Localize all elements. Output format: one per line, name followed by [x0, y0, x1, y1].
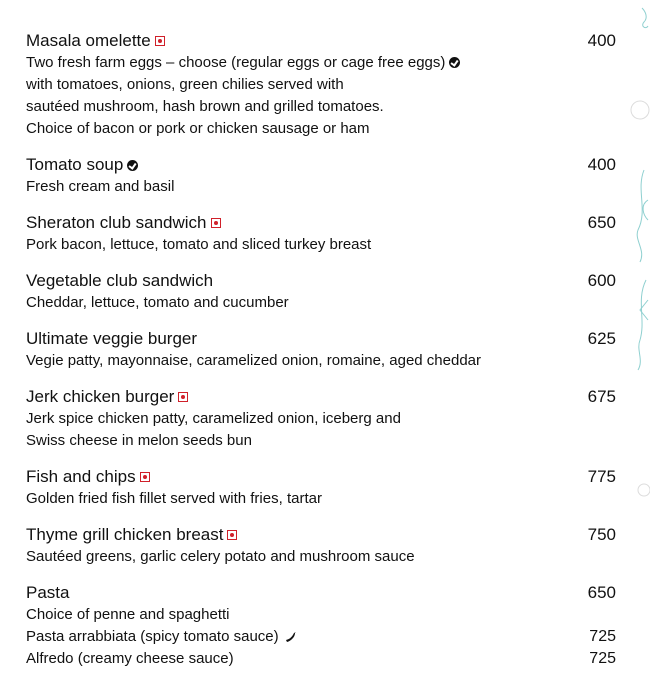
item-header — [26, 212, 616, 234]
tick-icon — [127, 160, 138, 171]
item-description: Choice of penne and spaghetti — [26, 606, 230, 623]
item-description: Swiss cheese in melon seeds bun — [26, 432, 252, 449]
decorative-border-pattern — [610, 0, 650, 685]
item-price: 625 — [587, 329, 616, 348]
menu-list — [26, 30, 616, 670]
non-veg-icon — [178, 392, 188, 402]
variant-name: Alfredo (creamy cheese sauce) — [26, 650, 234, 667]
item-header — [26, 582, 616, 604]
menu-item-sheraton-club-sandwich — [26, 212, 616, 270]
item-price: 650 — [587, 213, 616, 232]
item-price: 675 — [587, 387, 616, 406]
pasta-variant-row — [26, 648, 616, 670]
item-description: Sautéed greens, garlic celery potato and mushroom sauce — [26, 548, 415, 565]
menu-item-pasta — [26, 582, 616, 670]
item-header — [26, 328, 616, 350]
item-name: Sheraton club sandwich — [26, 212, 221, 234]
item-name: Jerk chicken burger — [26, 386, 188, 408]
menu-item-tomato-soup — [26, 154, 616, 212]
item-description: Cheddar, lettuce, tomato and cucumber — [26, 294, 289, 311]
item-name: Ultimate veggie burger — [26, 329, 198, 348]
non-veg-icon — [155, 36, 165, 46]
non-veg-icon — [140, 472, 150, 482]
item-description: Vegie patty, mayonnaise, caramelized onion, romaine, aged cheddar — [26, 352, 482, 369]
item-description: Fresh cream and basil — [26, 178, 175, 195]
item-header — [26, 30, 616, 52]
tick-icon — [449, 57, 460, 68]
item-name: Thyme grill chicken breast — [26, 524, 237, 546]
variant-name: Pasta arrabbiata (spicy tomato sauce) — [26, 626, 297, 648]
menu-item-ultimate-veggie-burger — [26, 328, 616, 386]
item-header — [26, 154, 616, 176]
item-header — [26, 386, 616, 408]
non-veg-icon — [227, 530, 237, 540]
item-header — [26, 270, 616, 292]
variant-price: 725 — [589, 628, 616, 645]
item-price: 775 — [587, 467, 616, 486]
item-name: Masala omelette — [26, 30, 165, 52]
menu-item-jerk-chicken-burger — [26, 386, 616, 466]
item-description: with tomatoes, onions, green chilies served with — [26, 76, 344, 93]
item-description: Choice of bacon or pork or chicken sausage or ham — [26, 120, 370, 137]
item-description: sautéed mushroom, hash brown and grilled tomatoes. — [26, 98, 384, 115]
menu-item-thyme-grill-chicken-breast — [26, 524, 616, 582]
non-veg-icon — [211, 218, 221, 228]
item-description: Golden fried fish fillet served with fries, tartar — [26, 490, 322, 507]
variant-price: 725 — [589, 650, 616, 667]
item-description: Pork bacon, lettuce, tomato and sliced turkey breast — [26, 236, 372, 253]
item-price: 750 — [587, 525, 616, 544]
item-price: 400 — [587, 155, 616, 174]
item-name: Fish and chips — [26, 466, 150, 488]
item-price: 400 — [587, 31, 616, 50]
item-name: Pasta — [26, 583, 70, 602]
pasta-variant-row — [26, 626, 616, 648]
item-description: Two fresh farm eggs – choose (regular eggs or cage free eggs) — [26, 52, 616, 74]
item-name: Tomato soup — [26, 154, 138, 176]
item-header — [26, 524, 616, 546]
item-description: Jerk spice chicken patty, caramelized onion, iceberg and — [26, 410, 401, 427]
menu-item-fish-and-chips — [26, 466, 616, 524]
menu-item-vegetable-club-sandwich — [26, 270, 616, 328]
chili-icon — [285, 631, 297, 643]
item-price: 650 — [587, 583, 616, 602]
item-price: 600 — [587, 271, 616, 290]
menu-item-masala-omelette — [26, 30, 616, 154]
item-header — [26, 466, 616, 488]
item-name: Vegetable club sandwich — [26, 271, 214, 290]
